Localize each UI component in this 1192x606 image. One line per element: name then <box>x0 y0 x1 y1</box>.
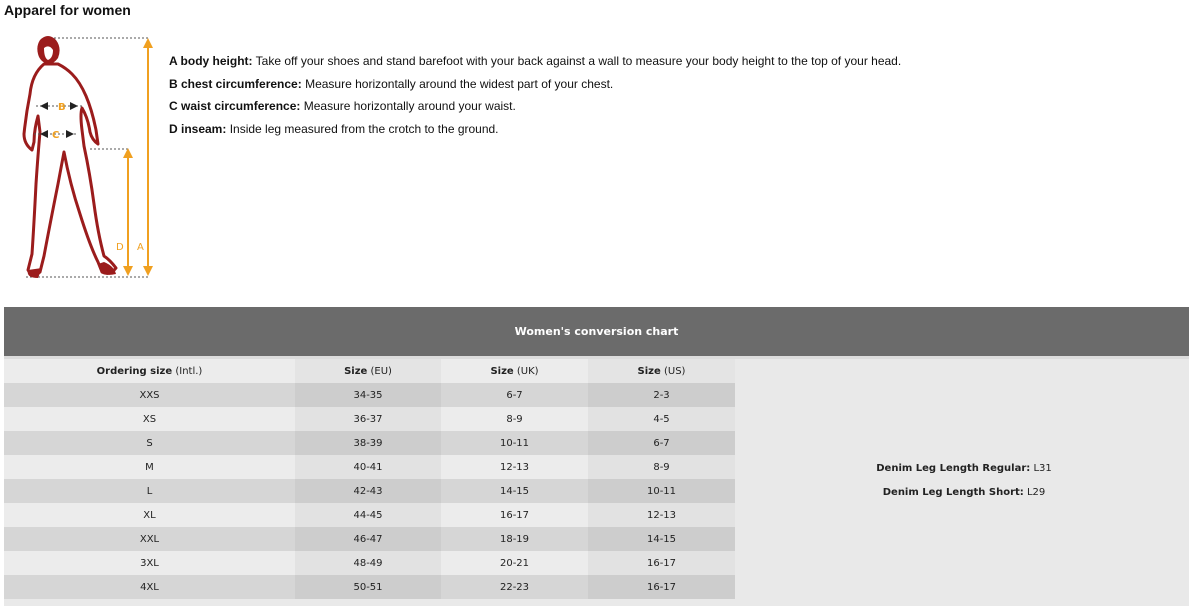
measurement-a-label: A body height: <box>169 54 253 68</box>
table-row <box>4 407 735 431</box>
cell-intl: L <box>4 479 295 503</box>
measurement-instructions <box>169 50 901 140</box>
conversion-chart-body <box>4 359 1189 606</box>
table-row <box>4 479 735 503</box>
cell-uk: 6-7 <box>441 383 588 407</box>
cell-intl: XXL <box>4 527 295 551</box>
table-row <box>4 527 735 551</box>
cell-uk: 16-17 <box>441 503 588 527</box>
cell-intl: S <box>4 431 295 455</box>
cell-intl: M <box>4 455 295 479</box>
measurement-d-label: D inseam: <box>169 121 227 136</box>
cell-eu: 44-45 <box>295 503 441 527</box>
table-row <box>4 383 735 407</box>
measurement-c <box>169 95 901 118</box>
size-table-header-row <box>4 359 735 383</box>
body-measurement-figure <box>18 34 160 284</box>
cell-eu: 36-37 <box>295 407 441 431</box>
denim-leg-length-regular: Denim Leg Length Regular: L31 <box>876 463 1052 474</box>
cell-intl: 3XL <box>4 551 295 575</box>
cell-eu: 34-35 <box>295 383 441 407</box>
size-table <box>4 359 735 599</box>
table-row <box>4 503 735 527</box>
cell-uk: 8-9 <box>441 407 588 431</box>
cell-uk: 14-15 <box>441 479 588 503</box>
woman-silhouette-illustration <box>18 34 160 284</box>
cell-uk: 18-19 <box>441 527 588 551</box>
cell-uk: 22-23 <box>441 575 588 599</box>
measurement-c-text: Measure horizontally around your waist. <box>303 99 516 113</box>
measurement-b-text: Measure horizontally around the widest part of your chest. <box>305 76 614 91</box>
table-row <box>4 455 735 479</box>
cell-intl: XS <box>4 407 295 431</box>
header-ordering-size: Ordering size (Intl.) <box>4 359 295 383</box>
cell-us: 2-3 <box>588 383 735 407</box>
cell-us: 14-15 <box>588 527 735 551</box>
header-size-us: Size (US) <box>588 359 735 383</box>
measurement-a-text: Take off your shoes and stand barefoot with your back against a wall to measure your body height to the top of your head. <box>255 54 902 68</box>
cell-us: 4-5 <box>588 407 735 431</box>
measurement-b <box>169 73 901 96</box>
cell-us: 12-13 <box>588 503 735 527</box>
measurement-d-text: Inside leg measured from the crotch to the ground. <box>229 121 499 136</box>
measurement-d <box>169 118 901 141</box>
cell-uk: 10-11 <box>441 431 588 455</box>
denim-leg-length-short: Denim Leg Length Short: L29 <box>882 487 1046 498</box>
header-size-uk: Size (UK) <box>441 359 588 383</box>
cell-eu: 40-41 <box>295 455 441 479</box>
cell-intl: 4XL <box>4 575 295 599</box>
cell-intl: XXS <box>4 383 295 407</box>
table-row <box>4 575 735 599</box>
cell-uk: 20-21 <box>441 551 588 575</box>
figure-letter-b: B <box>58 102 66 113</box>
cell-eu: 38-39 <box>295 431 441 455</box>
figure-letter-a: A <box>137 242 144 253</box>
page-title: Apparel for women <box>4 2 131 18</box>
conversion-chart <box>4 307 1189 606</box>
cell-eu: 42-43 <box>295 479 441 503</box>
table-row <box>4 551 735 575</box>
table-row <box>4 431 735 455</box>
cell-us: 16-17 <box>588 575 735 599</box>
cell-us: 10-11 <box>588 479 735 503</box>
cell-us: 16-17 <box>588 551 735 575</box>
cell-eu: 48-49 <box>295 551 441 575</box>
cell-us: 6-7 <box>588 431 735 455</box>
cell-eu: 50-51 <box>295 575 441 599</box>
cell-intl: XL <box>4 503 295 527</box>
figure-letter-c: C <box>52 130 60 141</box>
measurement-a <box>169 50 901 73</box>
cell-us: 8-9 <box>588 455 735 479</box>
header-size-eu: Size (EU) <box>295 359 441 383</box>
figure-letter-d: D <box>116 242 124 253</box>
conversion-chart-title: Women's conversion chart <box>4 307 1189 359</box>
cell-eu: 46-47 <box>295 527 441 551</box>
cell-uk: 12-13 <box>441 455 588 479</box>
measurement-b-label: B chest circumference: <box>169 76 302 91</box>
measurement-c-label: C waist circumference: <box>169 99 301 113</box>
